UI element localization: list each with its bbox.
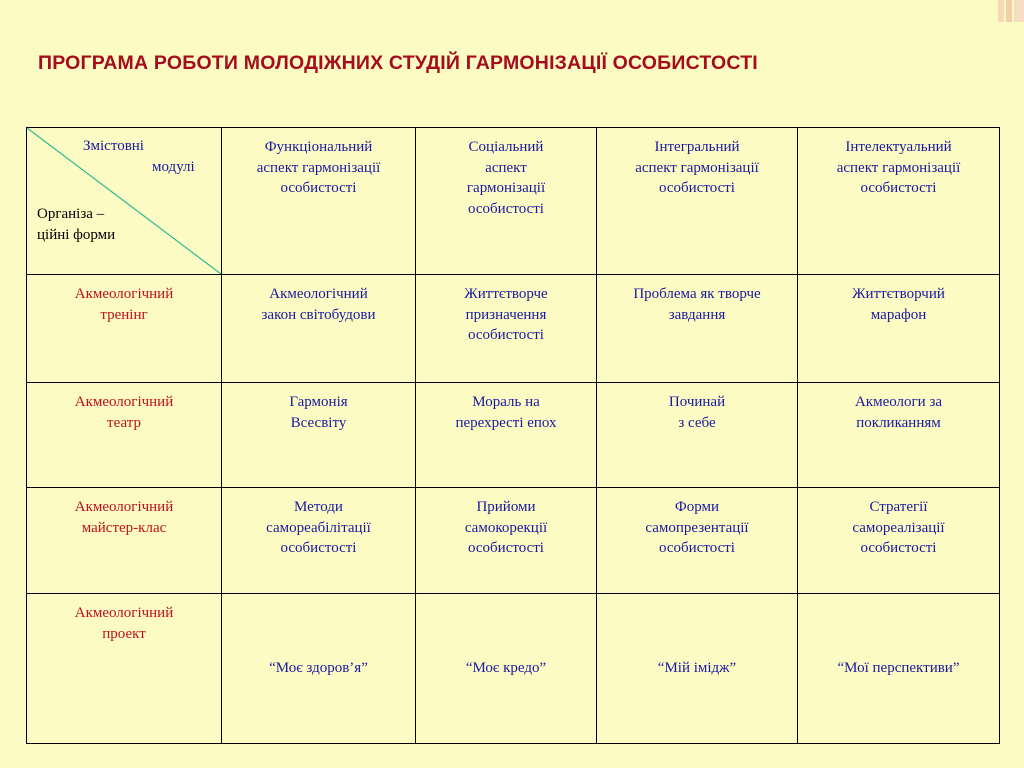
table-cell: Життєтворчий марафон xyxy=(798,275,1000,383)
corner-decoration xyxy=(998,0,1024,22)
table-cell: Акмеологи за покликанням xyxy=(798,383,1000,488)
row-label-theatre: Акмеологічний театр xyxy=(27,383,222,488)
row-theatre xyxy=(27,383,1000,488)
header-row xyxy=(27,128,1000,275)
table-cell: Прийоми самокорекції особистості xyxy=(416,488,597,594)
row-label-training: Акмеологічний тренінг xyxy=(27,275,222,383)
organizational-forms-label: Організа – ційні форми xyxy=(37,206,116,243)
table-cell: Починай з себе xyxy=(597,383,798,488)
table-cell: “Моє здоров’я” xyxy=(222,594,416,744)
table-cell: Проблема як творче завдання xyxy=(597,275,798,383)
row-label-project: Акмеологічний проект xyxy=(27,594,222,744)
column-header-social: Соціальний аспект гармонізації особистості xyxy=(416,128,597,275)
table-cell: Гармонія Всесвіту xyxy=(222,383,416,488)
column-header-integral: Інтегральний аспект гармонізації особистості xyxy=(597,128,798,275)
row-project xyxy=(27,594,1000,744)
program-table xyxy=(26,127,1000,744)
table-cell: Акмеологічний закон світобудови xyxy=(222,275,416,383)
row-masterclass xyxy=(27,488,1000,594)
table-cell: Методи самореабілітації особистості xyxy=(222,488,416,594)
table-cell: Стратегії самореалізації особистості xyxy=(798,488,1000,594)
page-title: ПРОГРАМА РОБОТИ МОЛОДІЖНИХ СТУДІЙ ГАРМОНІЗАЦІЇ ОСОБИСТОСТІ xyxy=(38,52,758,74)
table-cell: “Моє кредо” xyxy=(416,594,597,744)
table-cell: Життєтворче призначення особистості xyxy=(416,275,597,383)
corner-header-cell xyxy=(27,128,222,275)
column-header-intellectual: Інтелектуальний аспект гармонізації особистості xyxy=(798,128,1000,275)
row-label-masterclass: Акмеологічний майстер-клас xyxy=(27,488,222,594)
column-header-functional: Функціональний аспект гармонізації особистості xyxy=(222,128,416,275)
table-cell: “Мої перспективи” xyxy=(798,594,1000,744)
row-training xyxy=(27,275,1000,383)
content-modules-label: Змістовні модулі xyxy=(83,138,195,175)
table-cell: “Мій імідж” xyxy=(597,594,798,744)
table-cell: Форми самопрезентації особистості xyxy=(597,488,798,594)
table-cell: Мораль на перехресті епох xyxy=(416,383,597,488)
